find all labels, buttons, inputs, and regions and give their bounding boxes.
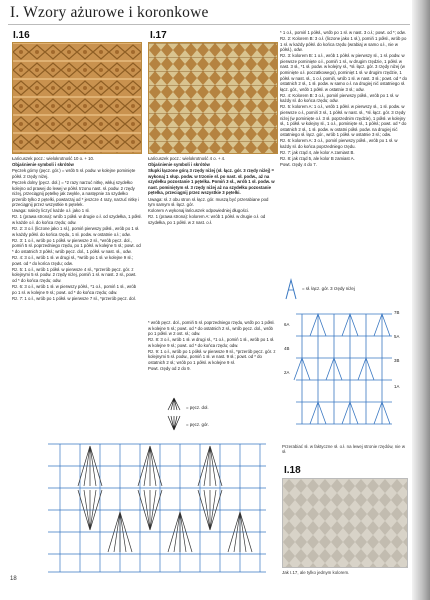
chart-i16 (40, 440, 274, 576)
row-label-1a: 1A (394, 384, 400, 389)
i17-rows (280, 30, 408, 168)
r-line-0: * 1 o.ł., pomiń 1 półsł., wrób po 1 sł. w nast. 3 o.ł.; powt. od *; odw. (280, 30, 406, 35)
i16c-line-7: Rz. 8: 3 o.ł., wrób 1 sł. w drugi sł., *1 o.ł., pomiń 1 sł., wrób po 1 sł. w kolejne 9 sł.; powt. od * do końca rzędu; odw. (148, 337, 275, 348)
legend-sl-lacz-gor: = sł. łącz. gór. 3 rzędy niżej (302, 286, 355, 291)
r-line-1: Rz. 2: Kolorem B: 3 o.ł. (liczone jako 1 sł.), pomiń 1 półsł., wrób po 1 sł. w każdy półsł. do końca rzędu (wrabiaj w samo o.ł., nie w półsł.), odw. (280, 36, 407, 53)
r-line-6: Rz. 7: jak rząd 4, ale kolor A zamiast B. (280, 150, 355, 156)
i17-line-2: Słupki łączone górą 3 rzędy niżej (sł. łącz. gór. 3 rzędy niżej) = wykonaj 1 słup. podw. w trzonie sł. po nast. sł. podw., aż na szydełku pozostanie 1 pętelka. Pomiń 3 sł., wrób 1 sł. podw. w nast. pominiętym sł. 3 rzędy niżej aż na szydełku pozostanie pętelka, przeciągnij przez wszystkie 3 pętelki. (148, 168, 275, 196)
i16-line-4: Uwaga: należy liczyć każde o.ł. jako 1 sł. (12, 208, 90, 214)
i16-line-1: Objaśnienie symboli i skrótów (12, 162, 74, 168)
i17-line-3: Uwaga: sł. z obu stron sł. łącz. gór. muszą być przerabiane pod tym samym sł. łącz. gór. (148, 196, 269, 208)
header-divider (8, 24, 410, 25)
i16-line-11: Rz. 7: 1 o.ł., wrób po 1 półsł. w pierwsze 7 sł., *przerób pęcz. dol. (12, 295, 136, 301)
i18-caption: Jak I.17, ale tylko jednym kolorem. (282, 570, 350, 575)
swatch-i16-texture (13, 43, 141, 153)
i16-line-5: Rz. 1 (prawa strona): wrób 1 półsł. w drugie o.ł. od szydełka, 1 półsł. w każde o.ł. do końca rzędu; odw. (12, 214, 142, 225)
r-line-2: Rz. 3: kolorem B: 1 o.ł., wrób 1 półsł. w pierwszy sł., 1 sł. podw. w pierwsze pominięte o.ł., pomiń 1 sł., w drugim rzędzie, 1 półsł. w nast. 3 sł., *1 sł. podw. w kolejny sł., *sł. łącz. gór. 3 rzędy niżej (w pominięte o.ł. poczatkowego), pominięt 1 sł. w drugim rzędzie, 1 półsł. w nast. sł., 1 o.ł. pomiń, wrób 1 sł. w nast. 3 sł.; powt. od * do ostatnich 2 sł., 1 sł. podw. w samo o.ł. na drugiej nić ostatniego sł. łącz. gór., wrób 1 półsł. w ostatnie 3 sł.; odw. (280, 53, 408, 92)
row-label-3b: 3B (394, 358, 400, 363)
legend-pecz-dol: = pęcz. dol. (186, 405, 209, 410)
row-label-2a: 2A (284, 370, 290, 375)
r-line-5: Rz. 6: kolorem A: 3 o.ł., pomiń pierwszy półsł., wrób po 1 sł. w każdy sł. do końca poprzedniego rzędu. (280, 138, 398, 149)
i17-line-1: Objaśnienie symboli i skrótów (148, 162, 210, 168)
r-line-4: Rz. 5: kolorem A: 1 o.ł., wrób 1 półsł. w pierwszy sł., 1 sł. podw. w pierwsze o.ł., pomiń 3 sł., 1 półsł. w nast. sł., *sł. łącz. gór. 3 rzędy niżej (w pominięte o.ł. 3 sł. poprzednim rzędzie), 1 półsł. w kolejny sł., 1 półsł. w kolejny sł., 1 o.ł., pominięte sł., 1 półsł.; powt. od * do ostatnich 2 sł., 1 sł. podw. w ostatni półsł. podw. na drugiej nić ostatniego sł. łącz. gór., wrób 1 półsł. w ostatnie 3 sł.; odw. (280, 104, 407, 138)
i17-instructions (148, 156, 276, 226)
i16-line-6: Rz. 2: 3 o.ł. (liczone jako 1 sł.), pomiń pierwszy półsł., wrób po 1 sł. w każdy półsł. do końca rzędu, 1 sł. podw. w ostatnie o.ł.; odw. (12, 226, 140, 237)
row-label-7b: 7B (394, 310, 400, 315)
i16-line-0: Łańcuszek pocz.: wielokrotność 10 o. + 10. (12, 156, 95, 161)
legend-pecz-gor: = pęcz. gór. (186, 422, 209, 427)
i16c-line-6: * wrób pęcz. dol., pomiń 5 sł. poprzedniego rzędu, wrób po 1 półsł. w kolejne 5 sł.; powt. od * do ostatnich 2 sł., wrób pęcz. dol., wrób po 1 półsł. w 2 ost. sł.; odw. (148, 320, 275, 337)
i16-line-10: Rz. 6: 3 o.ł., wrób 1 sł. w pierwszy półsł., *1 o.ł., pomiń 1 sł., wrób po 1 sł. w kolejne 9 sł.; powt. od * do końca rzędu; odw. (12, 283, 137, 295)
tag-i16: I.16 (13, 30, 30, 41)
i16-line-9: Rz. 5: 1 o.ł., wrób 1 półsł. w pierwsze 4 sł., *przerób pęcz. gór. z kolejnymi 5 sł. podw. 2 rzędy niżej, pomiń 1 sł. w nast. 2 sł., powt. od * do końca rzędu; odw. (12, 266, 137, 283)
pecz-gor-icon (168, 416, 180, 430)
i16c-line-8: Rz. 9: 1 o.ł., wrób po 1 półsł. w pierwsze 9 sł., *przerób pęcz. gór. z kolejnymi 5 sł. podw., pomiń 1 sł. w nast. 9 sł.; powt. od * do ostatnich 2 sł.; wrób po 1 półsł. w kolejne 9 sł. (148, 348, 276, 366)
swatch-i18-texture (283, 479, 407, 567)
i17-line-4: Kolorem A wykonaj łańcuszek odpowiedniej długości. (148, 208, 250, 214)
chart-i17 (282, 306, 408, 440)
swatch-i18 (282, 478, 408, 568)
row-label-5a: 5A (394, 334, 400, 339)
i16c-line-9: Powt. rzędy od 2 do 9. (148, 366, 191, 372)
i16-line-7: Rz. 3: 1 o.ł., wrób po 1 półsł. w pierwsze 2 sł., *wrób pęcz. dol., pomiń 5 sł. poprzedniego rzędu, po 1 półsł. w kolejne 5 sł.; powt. od * do ostatnich 3 półsł.; wrób pęcz. dol., 1 półsł. w nast. sł., odw. (12, 237, 141, 254)
swatch-i17 (148, 42, 278, 154)
i16-line-2: Pęczek górny (pęcz. gór.) = wrób 5 sł. podw. w kolejne pominięte półsł. 2 rzędy niżej. (12, 168, 136, 179)
r-line-7: Rz. 8: jak rząd 5, ale kolor B zamiast A. (280, 156, 355, 162)
i16-line-3: Pęczek dolny (pęcz. dol.) = *2 razy narzuć nitkę, wkłuj szydełko kolejno od prawej do lewej w półsł. trzonu nast. sł. podw. 2 rzędy niżej, przeciągnij pętelkę jak zwykle, a następnie za szydełko przerób tylko 2 pętelki, powtarzaj od * jeszcze 4 razy, narzuć nitkę i przeciągnij przez wszystkie 6 pętelek. (12, 179, 140, 208)
i16-instructions (12, 156, 142, 302)
pecz-dol-icon (168, 398, 180, 410)
r-line-8: Powt. rzędy 4 do 7. (280, 162, 317, 168)
swatch-i17-texture (149, 43, 277, 153)
page-edge-shadow (412, 0, 430, 600)
i17-line-0: Łańcuszek pocz.: wielokrotność 4 o. + 4. (148, 156, 226, 161)
page-title: I. Wzory ażurowe i koronkowe (10, 4, 209, 21)
tag-i17: I.17 (150, 30, 167, 41)
row-label-6a: 6A (284, 322, 290, 327)
r-line-3: Rz. 4: Kolorem B: 3 o.ł., pomiń pierwszy półsł., wrób po 1 sł. w każdy sł. do końca rzędu; odw. (280, 92, 399, 104)
row-label-4b: 4B (284, 346, 290, 351)
i16-continued (148, 320, 276, 372)
legend-i16-icons (165, 396, 183, 432)
legend-i17-icon (283, 278, 299, 300)
i16-line-8: Rz. 4: 3 o.ł., wrób 1 sł. w drugi sł., *wrób po 1 sł. w kolejne 9 sł.; powt. od * do końca rzędu; odw. (12, 255, 133, 266)
tag-i18: I.18 (284, 465, 301, 476)
page-number: 18 (10, 576, 17, 582)
swatch-i16 (12, 42, 142, 154)
i17-chart-caption: Przerabiać sł. w faktyczne sł. o.ł. na lewej stronie rzędów, nie w sł. (282, 444, 405, 454)
i17-line-5: Rz. 1 (prawa strona): kolorem A: wrób 1 półsł. w drugie o.ł. od szydełka, po 1 półsł. w 2 nast. o.ł. (148, 214, 266, 225)
